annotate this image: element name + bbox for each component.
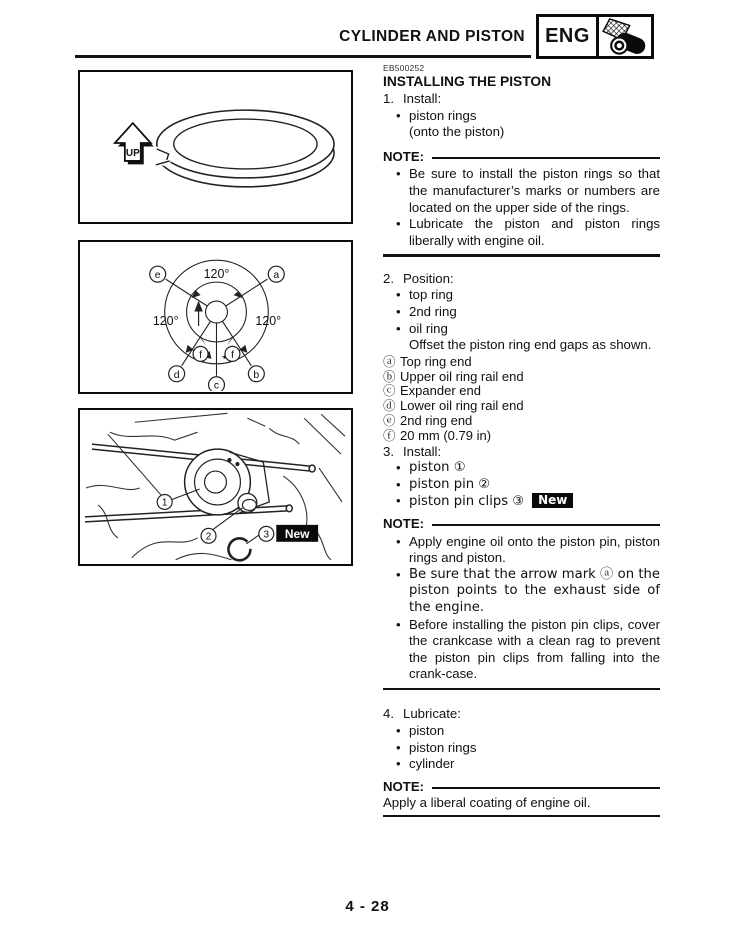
svg-text:New: New	[284, 526, 310, 541]
step-4-item: • piston	[383, 723, 660, 740]
page-number: 4 - 28	[345, 898, 390, 915]
step-2-item: • top ring	[383, 287, 660, 304]
step-2-item: • 2nd ring	[383, 304, 660, 321]
callout-1: 1	[161, 497, 168, 509]
label-f1: f	[199, 349, 203, 361]
figure-piston-installation	[78, 408, 353, 566]
section-badge	[536, 14, 654, 59]
callout-3: 3	[263, 529, 270, 541]
step-2: 2. Position:	[383, 270, 454, 286]
new-badge-figure	[276, 525, 318, 542]
callout-2: 2	[205, 531, 212, 543]
step-1-item: • piston rings	[383, 108, 660, 125]
note-2-header: NOTE:	[383, 516, 660, 533]
note-1-body: • Be sure to install the piston rings so that the manufacturer’s marks or numbers are located on the upper side of the rings. • Lubricate the piston and piston rings liberally with engine oil.	[383, 166, 660, 256]
angle-label-left: 120°	[152, 313, 179, 328]
section-heading: INSTALLING THE PISTON	[383, 74, 552, 89]
figure-piston-ring-up	[78, 70, 353, 224]
step-3: 3. Install:	[383, 443, 442, 459]
step-4-item: • cylinder	[383, 756, 660, 773]
note-1-header: NOTE:	[383, 149, 660, 166]
label-c: c	[213, 380, 220, 391]
new-badge-text: New	[532, 493, 573, 508]
step-3-item: • piston ①	[383, 460, 660, 477]
pin-clip-drawing	[228, 538, 250, 560]
label-e: e	[154, 270, 161, 282]
legend-row: ⓔ 2nd ring end	[383, 413, 473, 428]
label-d: d	[173, 369, 180, 381]
step-4: 4. Lubricate:	[383, 706, 461, 722]
procedure-text-column	[383, 64, 660, 817]
step-2-tail: Offset the piston ring end gaps as shown.	[409, 337, 652, 353]
step-4-item: • piston rings	[383, 740, 660, 757]
step-1-tail: (onto the piston)	[409, 124, 505, 140]
engine-cylinder-icon	[599, 17, 651, 56]
label-f2: f	[230, 349, 234, 361]
note-3-header: NOTE:	[383, 779, 660, 796]
label-a: a	[273, 270, 280, 282]
figure-ring-gap-diagram	[78, 240, 353, 394]
note-1-end-rule	[383, 254, 660, 257]
note-3-text: Apply a liberal coating of engine oil.	[383, 795, 591, 811]
legend-row: ⓕ 20 mm (0.79 in)	[383, 427, 492, 443]
up-arrow-label: UP	[125, 147, 140, 159]
legend-row: ⓓ Lower oil ring rail end	[383, 398, 524, 414]
section-badge-label: ENG	[539, 17, 599, 56]
step-2-item: • oil ring	[383, 321, 660, 338]
step-3-item: • piston pin ②	[383, 477, 660, 494]
step-3-item: • piston pin clips ③ New	[383, 493, 660, 511]
label-b: b	[253, 369, 260, 381]
reference-code: EB500252	[383, 63, 425, 73]
legend-row: ⓒ Expander end	[383, 383, 481, 399]
note-3-end-rule	[383, 815, 660, 818]
legend-row: ⓑ Upper oil ring rail end	[383, 368, 524, 384]
step-1: 1. Install:	[383, 91, 442, 106]
header-rule	[75, 55, 531, 58]
angle-label-top: 120°	[203, 267, 230, 282]
note-2-body: • Apply engine oil onto the piston pin, piston rings and piston. • Be sure that the arrow mark ⓐ on the piston points to the exhaust side of the engine. • Before installing the piston pin clips, cover the crankcase with a clean rag to prevent the piston pin clips from falling into the crank-case.	[383, 534, 660, 691]
page-title: CYLINDER AND PISTON	[339, 28, 525, 45]
angle-label-right: 120°	[255, 313, 282, 328]
up-arrow-icon	[115, 123, 154, 164]
legend-row: ⓐ Top ring end	[383, 353, 472, 369]
note-2-end-rule	[383, 688, 660, 691]
legend-list	[383, 355, 660, 444]
